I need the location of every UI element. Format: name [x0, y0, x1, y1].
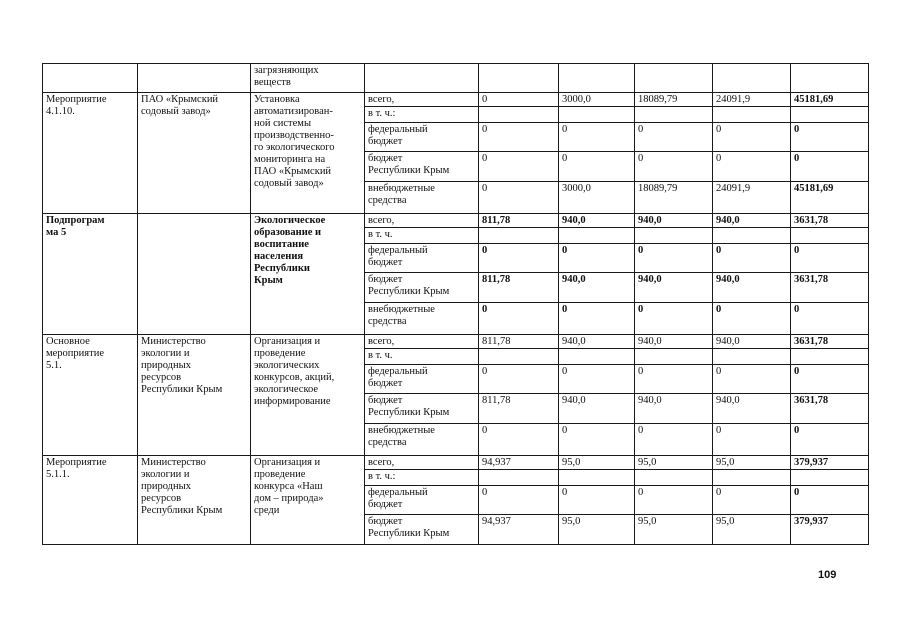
value-cell: 0: [635, 486, 713, 515]
value-cell: 0: [713, 303, 791, 335]
value-cell: [559, 349, 635, 365]
value-cell: 940,0: [559, 214, 635, 228]
funding-source-cell: в т. ч.: [365, 228, 479, 244]
table-row: [43, 93, 869, 107]
value-cell: [635, 107, 713, 123]
value-cell: 0: [713, 123, 791, 152]
value-cell: 95,0: [635, 515, 713, 545]
code-cell: Мероприятие 5.1.1.: [43, 456, 138, 545]
total-cell: 0: [791, 152, 869, 182]
value-cell: 94,937: [479, 515, 559, 545]
funding-source-cell: в т. ч.: [365, 349, 479, 365]
total-cell: 3631,78: [791, 335, 869, 349]
value-cell: 18089,79: [635, 93, 713, 107]
funding-source-cell: внебюджетные средства: [365, 303, 479, 335]
value-cell: [559, 470, 635, 486]
executor-cell: Министерство экологии и природных ресурсов Республики Крым: [138, 456, 251, 545]
value-cell: 0: [479, 486, 559, 515]
funding-source-cell: [365, 64, 479, 93]
executor-cell: Министерство экологии и природных ресурсов Республики Крым: [138, 335, 251, 456]
value-cell: 940,0: [635, 214, 713, 228]
table-row: [43, 64, 869, 93]
value-cell: [479, 228, 559, 244]
value-cell: [635, 228, 713, 244]
name-cell: Экологическое образование и воспитание населения Республики Крым: [251, 214, 365, 335]
value-cell: 0: [559, 365, 635, 394]
total-cell: 0: [791, 123, 869, 152]
name-cell: Организация и проведение экологических конкурсов, акций, экологическое информирование: [251, 335, 365, 456]
value-cell: 0: [479, 182, 559, 214]
value-cell: 95,0: [713, 515, 791, 545]
value-cell: 0: [559, 123, 635, 152]
value-cell: 0: [635, 152, 713, 182]
value-cell: 95,0: [713, 456, 791, 470]
executor-cell: ПАО «Крымский содовый завод»: [138, 93, 251, 214]
total-cell: [791, 107, 869, 123]
value-cell: 0: [479, 303, 559, 335]
funding-source-cell: всего,: [365, 456, 479, 470]
value-cell: 0: [559, 152, 635, 182]
funding-source-cell: бюджет Республики Крым: [365, 273, 479, 303]
code-cell: Подпрограм ма 5: [43, 214, 138, 335]
value-cell: [635, 349, 713, 365]
value-cell: 811,78: [479, 273, 559, 303]
page-number: 109: [818, 569, 837, 581]
total-cell: 0: [791, 486, 869, 515]
table-row: [43, 214, 869, 228]
name-cell: Организация и проведение конкурса «Наш дом – природа» среди: [251, 456, 365, 545]
budget-table: [42, 63, 869, 545]
executor-cell: [138, 64, 251, 93]
value-cell: 940,0: [559, 394, 635, 424]
table-body: [43, 64, 869, 545]
funding-source-cell: в т. ч.:: [365, 470, 479, 486]
funding-source-cell: бюджет Республики Крым: [365, 515, 479, 545]
total-cell: [791, 349, 869, 365]
value-cell: 0: [713, 486, 791, 515]
value-cell: 940,0: [635, 394, 713, 424]
value-cell: [559, 64, 635, 93]
value-cell: [559, 107, 635, 123]
total-cell: [791, 228, 869, 244]
value-cell: 0: [635, 123, 713, 152]
value-cell: 940,0: [713, 394, 791, 424]
name-cell: загрязняющих веществ: [251, 64, 365, 93]
total-cell: 45181,69: [791, 93, 869, 107]
funding-source-cell: федеральный бюджет: [365, 244, 479, 273]
value-cell: 940,0: [713, 273, 791, 303]
funding-source-cell: всего,: [365, 335, 479, 349]
total-cell: [791, 64, 869, 93]
value-cell: [635, 470, 713, 486]
value-cell: 940,0: [559, 335, 635, 349]
value-cell: 0: [713, 365, 791, 394]
value-cell: 0: [479, 244, 559, 273]
total-cell: 0: [791, 365, 869, 394]
value-cell: 0: [559, 303, 635, 335]
total-cell: 0: [791, 303, 869, 335]
name-cell: Установка автоматизирован- ной системы производственно- го экологического мониторинга на ПАО «Крымский содовый завод»: [251, 93, 365, 214]
value-cell: [635, 64, 713, 93]
value-cell: 95,0: [559, 456, 635, 470]
value-cell: 0: [635, 303, 713, 335]
funding-source-cell: в т. ч.:: [365, 107, 479, 123]
code-cell: Основное мероприятие 5.1.: [43, 335, 138, 456]
value-cell: 94,937: [479, 456, 559, 470]
value-cell: 940,0: [635, 335, 713, 349]
value-cell: 811,78: [479, 394, 559, 424]
funding-source-cell: федеральный бюджет: [365, 486, 479, 515]
executor-cell: [138, 214, 251, 335]
value-cell: 0: [479, 93, 559, 107]
funding-source-cell: бюджет Республики Крым: [365, 152, 479, 182]
value-cell: 0: [635, 424, 713, 456]
funding-source-cell: внебюджетные средства: [365, 182, 479, 214]
value-cell: [479, 470, 559, 486]
value-cell: 0: [559, 486, 635, 515]
value-cell: 3000,0: [559, 93, 635, 107]
value-cell: [713, 228, 791, 244]
total-cell: 45181,69: [791, 182, 869, 214]
value-cell: 940,0: [635, 273, 713, 303]
code-cell: Мероприятие 4.1.10.: [43, 93, 138, 214]
total-cell: 3631,78: [791, 214, 869, 228]
value-cell: 940,0: [559, 273, 635, 303]
value-cell: [713, 107, 791, 123]
value-cell: 0: [479, 424, 559, 456]
value-cell: [713, 64, 791, 93]
total-cell: [791, 470, 869, 486]
value-cell: 24091,9: [713, 182, 791, 214]
value-cell: 0: [479, 123, 559, 152]
value-cell: 24091,9: [713, 93, 791, 107]
value-cell: [713, 349, 791, 365]
value-cell: 0: [713, 424, 791, 456]
value-cell: 18089,79: [635, 182, 713, 214]
value-cell: 0: [713, 244, 791, 273]
value-cell: [479, 64, 559, 93]
value-cell: 811,78: [479, 335, 559, 349]
value-cell: 0: [635, 244, 713, 273]
value-cell: 811,78: [479, 214, 559, 228]
value-cell: 0: [479, 152, 559, 182]
value-cell: 0: [635, 365, 713, 394]
total-cell: 379,937: [791, 456, 869, 470]
value-cell: 95,0: [559, 515, 635, 545]
value-cell: 940,0: [713, 214, 791, 228]
value-cell: 0: [479, 365, 559, 394]
value-cell: 95,0: [635, 456, 713, 470]
value-cell: 0: [559, 244, 635, 273]
value-cell: [479, 107, 559, 123]
total-cell: 379,937: [791, 515, 869, 545]
funding-source-cell: федеральный бюджет: [365, 365, 479, 394]
value-cell: 3000,0: [559, 182, 635, 214]
total-cell: 0: [791, 244, 869, 273]
code-cell: [43, 64, 138, 93]
value-cell: [559, 228, 635, 244]
funding-source-cell: федеральный бюджет: [365, 123, 479, 152]
total-cell: 3631,78: [791, 394, 869, 424]
table-row: [43, 456, 869, 470]
value-cell: 0: [713, 152, 791, 182]
value-cell: [479, 349, 559, 365]
value-cell: [713, 470, 791, 486]
funding-source-cell: всего,: [365, 93, 479, 107]
funding-source-cell: внебюджетные средства: [365, 424, 479, 456]
funding-source-cell: бюджет Республики Крым: [365, 394, 479, 424]
funding-source-cell: всего,: [365, 214, 479, 228]
total-cell: 3631,78: [791, 273, 869, 303]
value-cell: 0: [559, 424, 635, 456]
value-cell: 940,0: [713, 335, 791, 349]
table-row: [43, 335, 869, 349]
total-cell: 0: [791, 424, 869, 456]
